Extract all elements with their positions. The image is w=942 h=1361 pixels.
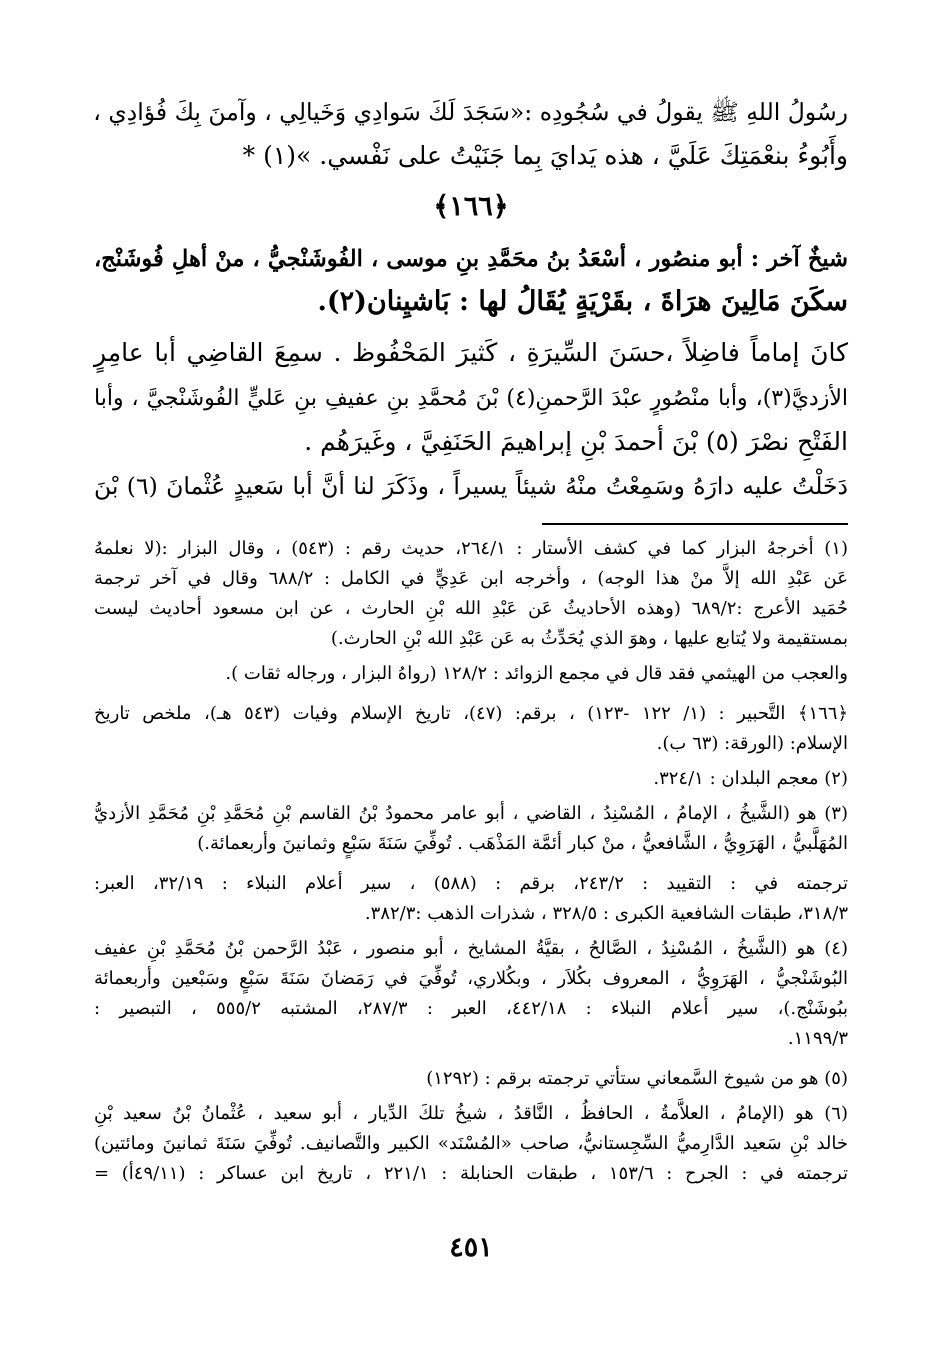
footnote-line: بمستقيمة ولا يُتابع عليها ، وهوَ الذي يُحَدِّثُ به عَن عَبْدِ الله بْنِ الحارث.) xyxy=(330,628,848,649)
footnote-line: (٥) هو من شيوخ السَّمعاني ستأتي ترجمته برقم : (١٢٩٢) xyxy=(426,1068,848,1089)
footnote-line: (٤) هو (الشَّيخُ ، المُسْنِدُ ، الصَّالحُ ، بقيَّةُ المشايخ ، أبو منصور ، عَبْدُ الرَّحمن بْنُ مُحَمَّدِ بْنِ عفيف xyxy=(94,938,848,959)
footnote-line: عَن عَبْدِ الله إلاَّ منْ هذا الوجه) ، وأخرجه ابن عَدِيٍّ في الكامل : ٦٨٨/٢ وقال في آخر ترجمة xyxy=(94,568,848,589)
footnote-line: ١١٩٩/٣. xyxy=(787,1028,848,1049)
main-text-line: الفَتْحِ نصْرَ (٥) بْنَ أحمدَ بْنِ إبراهيمَ الحَنَفِيَّ ، وغَيرَهُم . xyxy=(304,427,848,456)
footnote-line: ببُوشَنْج.)، سير أعلام النبلاء : ٤٤٢/١٨، العبر : ٢٨٧/٣، المشتبه ٥٥٥/٢ ، التبصير : xyxy=(94,998,848,1019)
main-text-line: كانَ إماماً فاضِلاً ،حسَنَ السِّيرَةِ ، كَثيرَ المَحْفُوظ . سمِعَ القاضِي أبا عامِرٍ xyxy=(94,338,848,367)
footnote-line: خالد بْنِ سَعيد الدَّارِميُّ السِّجِستانيُّ، صاحب «المُسْنَد» الكبير والتَّصانيف. تُوفِّيَ سَنَةَ ثمانينَ ومائتين) xyxy=(94,1133,848,1154)
footnote-line: ﴿١٦٦﴾ التَّحبير : (١/ ١٢٢ -١٢٣) ، برقم: (٤٧)، تاريخ الإسلام وفيات (٥٤٣ هـ)، ملخص تاريخ xyxy=(94,703,848,724)
footnote-line: الإسلام: (الورقة: (٦٣ ب). xyxy=(656,733,848,754)
main-text-line: دَخَلْتُ عليه دارَهُ وسَمِعْتُ منْهُ شيئاً يسيراً ، وذَكَرَ لنا أنَّ أبا سَعيدٍ عُثْمانَ (٦) بْنَ xyxy=(94,472,849,500)
footnote-line: والعجب من الهيثمي فقد قال في مجمع الزوائد : ١٢٨/٢ (رواهُ البزار ، ورجاله ثقات ). xyxy=(225,663,848,684)
entry-title-line: شيخٌ آخر : أبو منصُور ، أسْعَدُ بنُ محَمَّدِ بنِ موسى ، الفُوشَنْجيُّ ، منْ أهلِ فُوشَنْج، xyxy=(94,246,848,272)
footnote-line: ٣١٨/٣، طبقات الشافعية الكبرى : ٣٢٨/٥ ، شذرات الذهب :٣٨٢/٣. xyxy=(364,903,848,924)
footnote-line: البُوشَنْجيُّ ، الهَرَوِيُّ ، المعروف بكُلاَر ، وبكُلاري، تُوفِّيَ في رَمَضانَ سَنَةَ سَبْعٍ وسَبْعين وأربعمائة xyxy=(94,968,848,989)
footnote-line: (٣) هو (الشَّيخُ ، الإمامُ ، المُسْنِدُ ، القاضي ، أبو عامر محمودُ بْنُ القاسم بْنِ مُحَمَّدِ بْنِ مُحَمَّدِ الأزديُّ xyxy=(94,803,848,824)
footnote-separator xyxy=(542,523,848,525)
entry-title-line: سكَنَ مَالِينَ هرَاةَ ، بقَرْيَةٍ يُقَالُ لها : بَاشيِنان(٢). xyxy=(317,286,848,317)
footnote-line: المُهَلَّبيُّ ، الهَرَوِيُّ ، الشَّافعيُّ ، منْ كبار أئمَّة المَذْهَب . تُوفِّيَ سَنَةَ سَبْعٍ وثمانينَ وأربعمائة.) xyxy=(197,833,848,854)
main-text-line: الأزديَّ(٣)، وأبا منْصُورٍ عبْدَ الرَّحمنِ(٤) بْنَ مُحمَّدِ بنِ عفيفِ بنِ عَليٍّ الفُوشَنْجيَّ ، وأبا xyxy=(94,386,848,411)
footnote-line: (١) أخرجهُ البزار كما في كشف الأستار : ٢٦٤/١، حديث رقم : (٥٤٣) ، وقال البزار :(لا نعلمهُ xyxy=(94,538,848,559)
footnote-line: (٦) هو (الإمامُ ، العلاَّمةُ ، الحافظُ ، النَّاقدُ ، شيخُ تلكَ الدِّيار ، أبو سعيد ، عُثْمانُ بْنُ سعيد بْنِ xyxy=(94,1103,848,1124)
footnote-line: ترجمته في : التقييد : ٢٤٣/٢، برقم : (٥٨٨) ، سير أعلام النبلاء : ٣٢/١٩، العبر: xyxy=(94,873,848,894)
main-text-line: وأَبُوءُ بنعْمَتِكَ عَلَيَّ ، هذه يَدايَ بِما جَنَيْتُ على نَفْسي. »(١) * xyxy=(242,141,848,170)
footnote-line: (٢) معجم البلدان : ٣٢٤/١. xyxy=(653,768,848,789)
footnote-line: ترجمته في : الجرح : ١٥٣/٦ ، طبقات الحنابلة : ٢٢١/١ ، تاريخ ابن عساكر : (٤٩/١١أ) = xyxy=(94,1163,849,1184)
entry-number-heading: ﴿١٦٦﴾ xyxy=(433,191,509,222)
footnote-line: حُمَيد الأعرج :٦٨٩/٢ (وهذه الأحاديثُ عَن عَبْدِ الله بْنِ الحارث ، عن ابن مسعود أحاديث ليست xyxy=(94,598,849,619)
main-text-line: رسُولُ اللهِ ﷺ يقولُ في سُجُودِه :«سَجَدَ لَكَ سَوادِي وَخَيالِي ، وآمنَ بِكَ فُؤادِي ، xyxy=(93,98,848,126)
page-number: ٤٥١ xyxy=(449,1232,493,1263)
